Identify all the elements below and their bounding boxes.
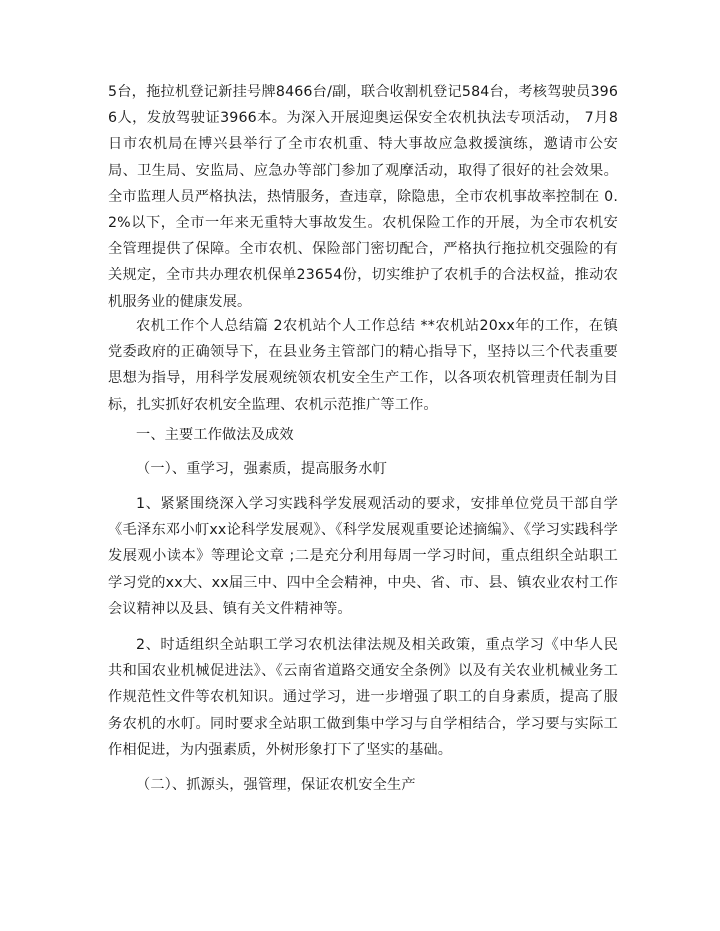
subsection-heading-management: （二）、抓源头，强管理，保证农机安全生产 [136, 777, 416, 793]
subsection-heading-study: （一）、重学习，强素质，提高服务水帄 [136, 461, 387, 477]
paragraph-summary-intro: 农机工作个人总结篇 2农机站个人工作总结 **农机站20xx年的工作，在镇党委政府的正确领导下，在县业务主管部门的精心指导下，坚持以三个代表重要思想为指导，用科学发展观统领农机安全生产工作，以各项农机管理责任制为目标，扎实抓好农机安全监理、农机示范推广等工作。 [108, 318, 618, 413]
paragraph-item-1: 1、紧紧围绕深入学习实践科学发展观活动的要求，安排单位党员干部自学《毛泽东邓小帄xx论科学发展观》、《科学发展观重要论述摘编》、《学习实践科学发展观小读本》等理论文章 ;二是充分利用每周一学习时间，重点组织全站职工学习党的xx大、xx届三中、四中全会精神，中央、省、市、县、镇农业农村工作会议精神以及县、镇有关文件精神等。 [108, 496, 618, 617]
section-heading-main-work: 一、主要工作做法及成效 [136, 427, 294, 443]
paragraph-item-2: 2、时适组织全站职工学习农机法律法规及相关政策，重点学习《中华人民共和国农业机械促进法》、《云南省道路交通安全条例》以及有关农业机械业务工作规范性文件等农机知识。通过学习，进一步增强了职工的自身素质，提高了服务农机的水帄。同时要求全站职工做到集中学习与自学相结合，学习要与实际工作相促进，为内强素质，外树形象打下了坚实的基础。 [108, 637, 618, 758]
paragraph-statistics: 5台，拖拉机登记新挂号牌8466台/副，联合收割机登记584台，考核驾驶员3966人，发放驾驶证3966本。为深入开展迎奥运保安全农机执法专项活动， 7月8日市农机局在博兴县举行了全市农机重、特大事故应急救援演练，邀请市公安局、卫生局、安监局、应急办等部门参加了观摩活动，取得了很好的社会效果。全市监理人员严格执法，热情服务，查违章，除隐患，全市农机事故率控制在 0.2%以下，全市一年来无重特大事故发生。农机保险工作的开展，为全市农机安全管理提供了保障。全市农机、保险部门密切配合，严格执行拖拉机交强险的有关规定，全市共办理农机保单23654份，切实维护了农机手的合法权益，推动农机服务业的健康发展。 [108, 84, 618, 310]
